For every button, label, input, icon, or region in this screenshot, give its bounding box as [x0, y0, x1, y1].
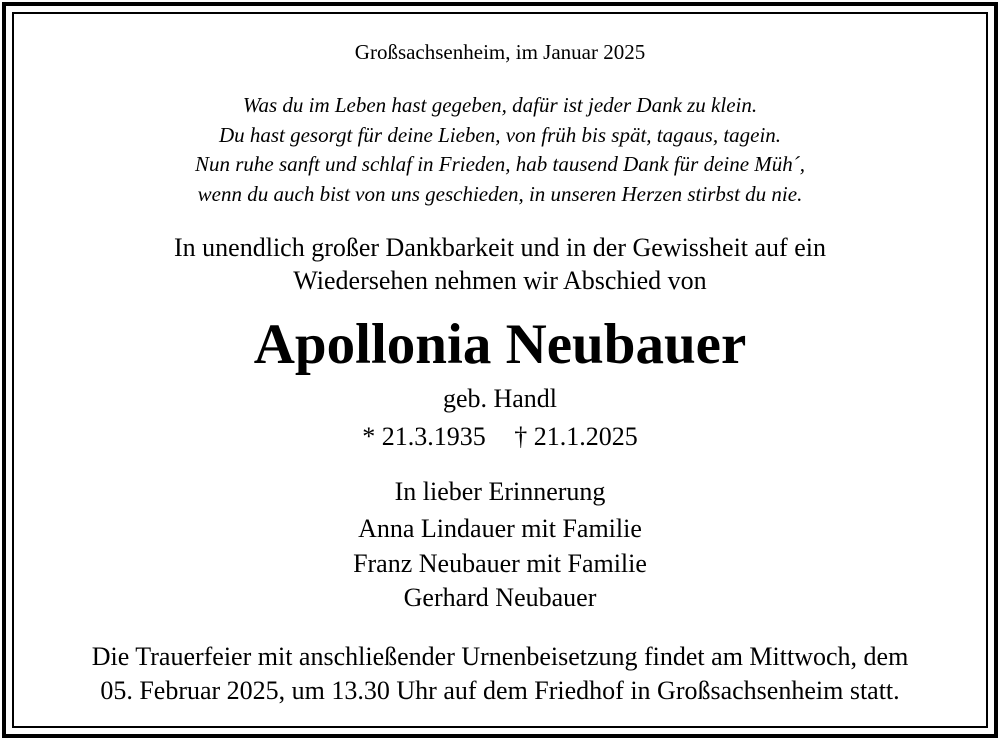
- ceremony-line: Die Trauerfeier mit anschließender Urnenbeisetzung findet am Mittwoch, dem: [91, 642, 909, 671]
- poem-line: wenn du auch bist von uns geschieden, in unseren Herzen stirbst du nie.: [197, 181, 803, 206]
- memory-heading: In lieber Erinnerung: [394, 477, 606, 506]
- deceased-name: Apollonia Neubauer: [253, 313, 747, 376]
- mourners-list: [0, 512, 1000, 616]
- ceremony-line: 05. Februar 2025, um 13.30 Uhr auf dem Friedhof in Großsachsenheim statt.: [100, 676, 900, 705]
- ceremony-info: [0, 640, 1000, 708]
- death-date: † 21.1.2025: [514, 422, 638, 451]
- poem-line: Was du im Leben hast gegeben, dafür ist jeder Dank zu klein.: [242, 93, 758, 117]
- birth-date: * 21.3.1935: [362, 422, 486, 451]
- intro-text: [0, 231, 1000, 297]
- mourner: Gerhard Neubauer: [403, 583, 597, 612]
- intro-line: In unendlich großer Dankbarkeit und in der Gewissheit auf ein: [174, 233, 826, 262]
- life-dates: [0, 421, 1000, 453]
- birth-name: geb. Handl: [442, 384, 558, 413]
- mourner: Anna Lindauer mit Familie: [358, 514, 642, 543]
- poem: [0, 91, 1000, 209]
- intro-line: Wiedersehen nehmen wir Abschied von: [293, 266, 707, 295]
- place-date: Großsachsenheim, im Januar 2025: [354, 40, 646, 64]
- poem-line: Nun ruhe sanft und schlaf in Frieden, hab tausend Dank für deine Müh´,: [194, 152, 806, 176]
- mourner: Franz Neubauer mit Familie: [353, 548, 647, 578]
- poem-line: Du hast gesorgt für deine Lieben, von früh bis spät, tagaus, tagein.: [218, 122, 782, 147]
